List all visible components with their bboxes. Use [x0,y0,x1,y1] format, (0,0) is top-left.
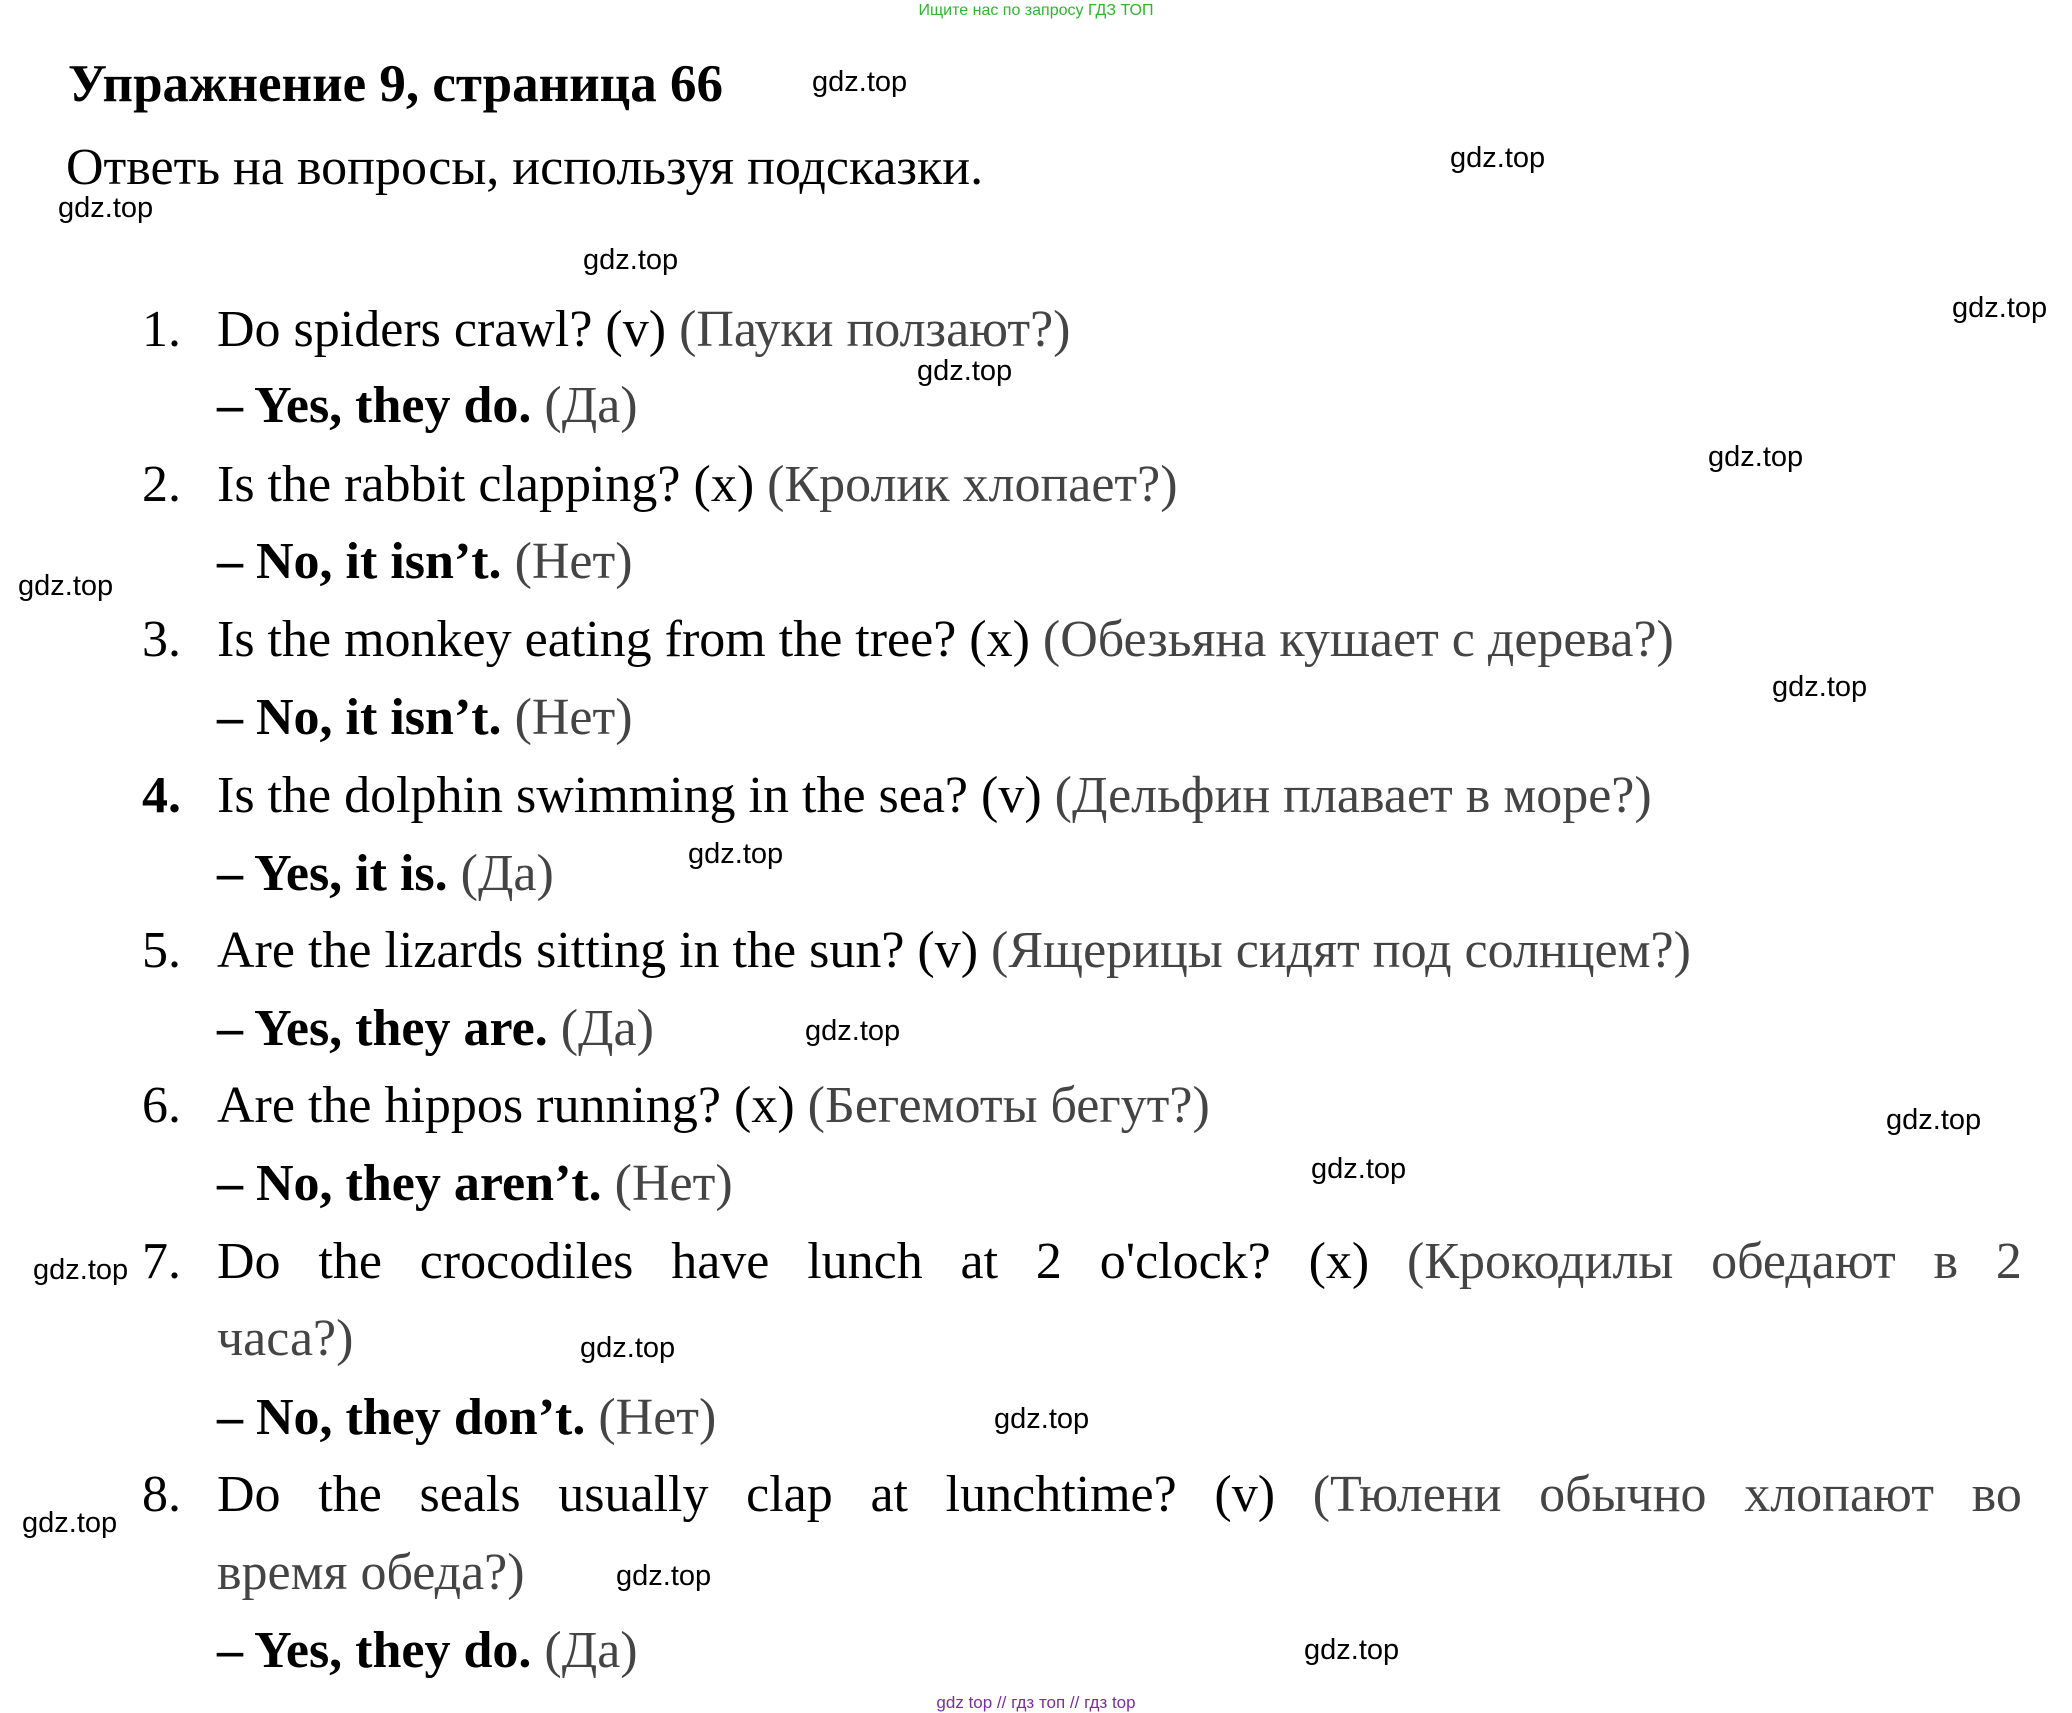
question-word: (Тюлени [1312,1466,1502,1523]
watermark: gdz.top [22,1507,118,1539]
question-en: Are the hippos running? (x) [217,1077,808,1134]
item-number: 8. [142,1466,181,1523]
exercise-heading: Упражнение 9, страница 66 [68,55,723,113]
question-line-continuation: время обеда?) [217,1544,525,1601]
watermark: gdz.top [1708,441,1804,473]
answer-line [217,689,633,746]
watermark: gdz.top [994,1403,1090,1435]
question-en: Do spiders crawl? (v) [217,301,680,358]
question-word: crocodiles [419,1233,634,1290]
question-line [217,1466,2022,1523]
answer-en: – Yes, they do. [217,377,532,434]
question-line [217,922,1691,979]
watermark: gdz.top [18,570,114,602]
question-word: во [1971,1466,2022,1523]
answer-en: – Yes, they are. [217,1000,548,1057]
answer-ru: (Да) [447,845,554,902]
watermark: gdz.top [580,1332,676,1364]
item-number: 1. [142,301,181,358]
question-word: have [671,1233,770,1290]
question-ru: (Кролик хлопает?) [767,456,1178,513]
question-word: at [960,1233,999,1290]
question-word: usually [558,1466,709,1523]
question-line [217,301,1071,358]
question-en: Are the lizards sitting in the sun? (v) [217,922,992,979]
top-banner[interactable]: Ищите нас по запросу ГДЗ ТОП [918,2,1154,19]
question-word: 2 [1995,1233,2022,1290]
watermark: gdz.top [1886,1104,1982,1136]
answer-ru: (Нет) [501,689,633,746]
watermark: gdz.top [1952,292,2048,324]
answer-line [217,377,638,434]
question-line [217,611,1674,668]
question-word: (Крокодилы [1407,1233,1674,1290]
item-number: 6. [142,1077,181,1134]
answer-en: – Yes, it is. [217,845,448,902]
answer-line [217,845,554,902]
footer-links[interactable]: gdz top // гдз топ // гдз top [936,1693,1136,1712]
question-line-continuation: часа?) [217,1310,354,1367]
watermark: gdz.top [917,355,1013,387]
watermark: gdz.top [1772,671,1868,703]
question-word: o'clock? [1099,1233,1271,1290]
answer-ru: (Нет) [501,533,633,590]
question-ru: (Обезьяна кушает с дерева?) [1042,611,1674,668]
answer-en: – No, they aren’t. [217,1155,602,1212]
answer-ru: (Нет) [585,1389,717,1446]
question-en: Is the dolphin swimming in the sea? (v) [217,767,1055,824]
answer-line [217,1155,733,1212]
question-word: lunch [807,1233,923,1290]
question-word: the [318,1233,382,1290]
answer-en: – Yes, they do. [217,1622,532,1679]
answer-en: – No, it isn’t. [217,533,502,590]
watermark: gdz.top [812,66,908,98]
question-word: хлопают [1744,1466,1934,1523]
answer-ru: (Да) [547,1000,654,1057]
answer-en: – No, it isn’t. [217,689,502,746]
question-word: the [318,1466,382,1523]
item-number: 2. [142,456,181,513]
answer-ru: (Да) [531,377,638,434]
watermark: gdz.top [616,1560,712,1592]
question-word: (v) [1214,1466,1276,1523]
question-ru: (Пауки ползают?) [679,301,1071,358]
question-en: Is the monkey eating from the tree? (x) [217,611,1043,668]
watermark: gdz.top [688,838,784,870]
question-ru: (Бегемоты бегут?) [807,1077,1210,1134]
watermark: gdz.top [583,244,679,276]
question-word: 2 [1035,1233,1062,1290]
answer-ru: (Нет) [601,1155,733,1212]
watermark: gdz.top [1311,1153,1407,1185]
question-word: обедают [1711,1233,1896,1290]
question-line [217,1077,1210,1134]
exercise-instruction: Ответь на вопросы, используя подсказки. [66,139,984,196]
question-word: at [870,1466,908,1523]
item-number: 4. [142,767,181,824]
item-number: 7. [142,1233,181,1290]
question-ru: (Ящерицы сидят под солнцем?) [991,922,1691,979]
answer-line [217,1000,654,1057]
question-word: Do [217,1233,281,1290]
answer-line [217,1622,638,1679]
watermark: gdz.top [805,1015,901,1047]
item-number: 3. [142,611,181,668]
item-number: 5. [142,922,181,979]
question-word: обычно [1539,1466,1707,1523]
answer-line [217,533,633,590]
watermark: gdz.top [1450,142,1546,174]
question-word: seals [419,1466,521,1523]
question-word: clap [746,1466,833,1523]
watermark: gdz.top [33,1254,129,1286]
watermark: gdz.top [58,192,154,224]
question-word: lunchtime? [945,1466,1177,1523]
question-word: в [1933,1233,1959,1290]
watermark: gdz.top [1304,1634,1400,1666]
answer-ru: (Да) [531,1622,638,1679]
question-line [217,456,1178,513]
question-line [217,767,1652,824]
answer-line [217,1389,717,1446]
question-ru: (Дельфин плавает в море?) [1054,767,1652,824]
question-line [217,1233,2022,1290]
question-word: Do [217,1466,281,1523]
question-en: Is the rabbit clapping? (x) [217,456,768,513]
question-word: (x) [1308,1233,1370,1290]
answer-en: – No, they don’t. [217,1389,586,1446]
